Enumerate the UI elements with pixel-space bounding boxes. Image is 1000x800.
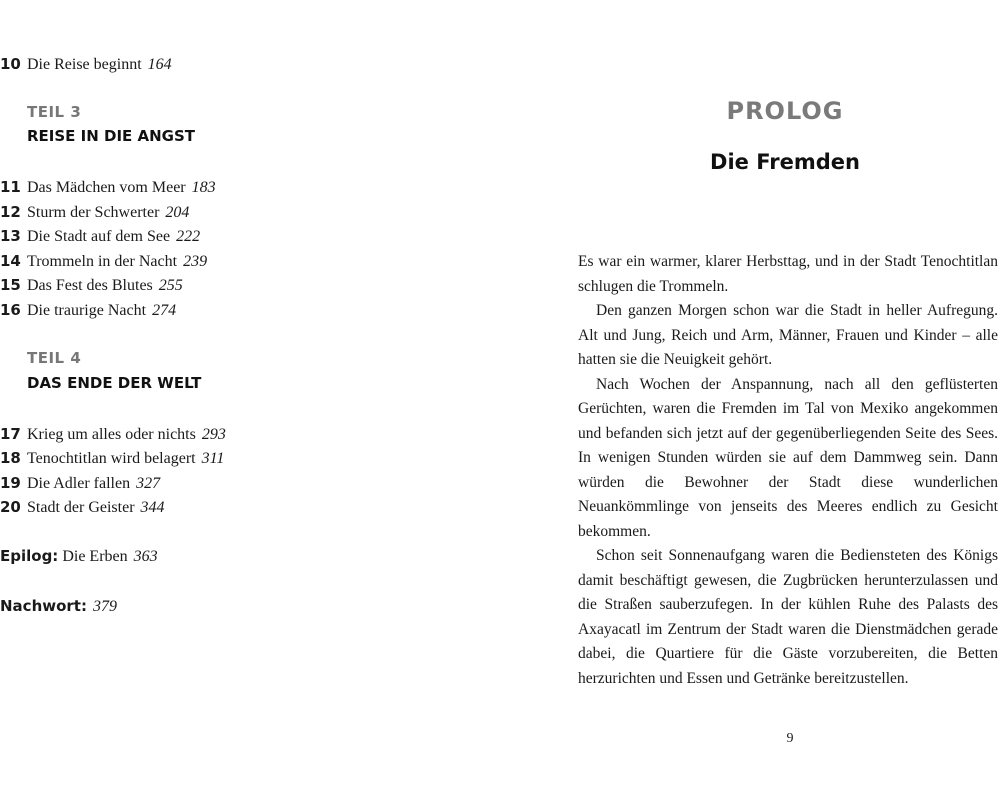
toc-chapter-title: Krieg um alles oder nichts (27, 426, 196, 443)
toc-entry-chapter-11[interactable] (0, 177, 216, 198)
toc-entry-nachwort[interactable] (0, 596, 117, 617)
toc-chapter-number: 17 (0, 425, 21, 443)
toc-entry-chapter-15[interactable] (0, 275, 183, 296)
toc-chapter-number: 18 (0, 449, 21, 467)
toc-chapter-number: 14 (0, 252, 21, 270)
toc-page-number: 363 (133, 548, 158, 565)
toc-page-number: 311 (201, 450, 225, 467)
toc-entry-chapter-19[interactable] (0, 473, 160, 494)
nachwort-label: Nachwort: (0, 597, 87, 615)
chapter-title: Die Fremden (710, 150, 860, 174)
toc-entry-chapter-14[interactable] (0, 251, 207, 272)
toc-chapter-title: Das Mädchen vom Meer (27, 179, 186, 196)
part-3-label: TEIL 3 (27, 103, 82, 121)
toc-entry-chapter-17[interactable] (0, 424, 226, 445)
toc-chapter-title: Die traurige Nacht (27, 302, 147, 319)
toc-entry-chapter-18[interactable] (0, 448, 224, 469)
toc-chapter-title: Die Reise beginnt (27, 56, 142, 73)
toc-chapter-title: Stadt der Geister (27, 499, 135, 516)
toc-chapter-title: Trommeln in der Nacht (27, 253, 178, 270)
part-4-label: TEIL 4 (27, 349, 82, 367)
toc-page-number: 293 (201, 426, 226, 443)
toc-entry-chapter-13[interactable] (0, 226, 200, 247)
epilog-label: Epilog: (0, 547, 59, 565)
toc-chapter-number: 13 (0, 227, 21, 245)
chapter-page (500, 0, 1000, 800)
toc-page-number: 327 (136, 475, 161, 492)
toc-chapter-number: 20 (0, 498, 21, 516)
toc-chapter-title: Das Fest des Blutes (27, 277, 153, 294)
toc-chapter-title: Sturm der Schwerter (27, 204, 160, 221)
page-number: 9 (786, 731, 794, 746)
toc-chapter-number: 16 (0, 301, 21, 319)
toc-entry-chapter-12[interactable] (0, 202, 189, 223)
body-paragraph: Den ganzen Morgen schon war die Stadt in heller Aufregung. Alt und Jung, Reich und Arm, Männer, Frauen und Kinder – alle hatten sie die Neuigkeit gehört. (578, 302, 998, 368)
toc-page-number: 239 (183, 253, 208, 270)
toc-chapter-title: Die Stadt auf dem See (27, 228, 171, 245)
epilog-title: Die Erben (62, 548, 128, 565)
toc-entry-epilog[interactable] (0, 546, 158, 567)
toc-entry-chapter-10[interactable] (0, 54, 172, 75)
toc-page-number: 183 (191, 179, 216, 196)
toc-chapter-number: 12 (0, 203, 21, 221)
body-paragraph: Es war ein warmer, klarer Herbsttag, und in der Stadt Tenochtitlan schlugen die Trommeln. (578, 253, 998, 295)
toc-chapter-title: Die Adler fallen (27, 475, 131, 492)
body-paragraph: Schon seit Sonnenaufgang waren die Bediensteten des Königs damit beschäftigt gewesen, die Zugbrücken herunterzulassen und die Straßen sauberzufegen. In der kühlen Ruhe des Palasts des Axayacatl im Zentrum der Stadt waren die Dienstmädchen gerade dabei, die Quartiere für die Gäste vorzubereiten, die Betten herzurichten und Essen und Getränke bereitzustellen. (578, 547, 998, 687)
toc-chapter-number: 19 (0, 474, 21, 492)
toc-chapter-number: 10 (0, 55, 21, 73)
toc-entry-chapter-16[interactable] (0, 300, 176, 321)
toc-page-number: 204 (165, 204, 190, 221)
toc-page-number: 379 (92, 598, 117, 615)
toc-page-number: 222 (176, 228, 201, 245)
toc-page-number: 255 (158, 277, 183, 294)
toc-page-number: 274 (152, 302, 177, 319)
toc-chapter-number: 11 (0, 178, 21, 196)
toc-chapter-title: Tenochtitlan wird belagert (27, 450, 196, 467)
part-3-title: REISE IN DIE ANGST (27, 127, 196, 145)
toc-entry-chapter-20[interactable] (0, 497, 165, 518)
body-paragraph: Nach Wochen der Anspannung, nach all den geflüsterten Gerüchten, waren die Fremden im Tal von Mexiko angekommen und befanden sich jetzt auf der gegenüberliegenden Seite des Sees. In wenigen Stunden würden sie auf dem Dammweg sein. Dann würden die Bewohner der Stadt diese wunderlichen Neuankömmlinge von jenseits des Meeres endlich zu Gesicht bekommen. (578, 375, 998, 540)
toc-page-number: 164 (147, 56, 172, 73)
chapter-body (578, 250, 998, 691)
toc-page-number: 344 (140, 499, 165, 516)
chapter-label: PROLOG (726, 97, 844, 125)
part-4-title: DAS ENDE DER WELT (27, 374, 202, 392)
toc-chapter-number: 15 (0, 276, 21, 294)
